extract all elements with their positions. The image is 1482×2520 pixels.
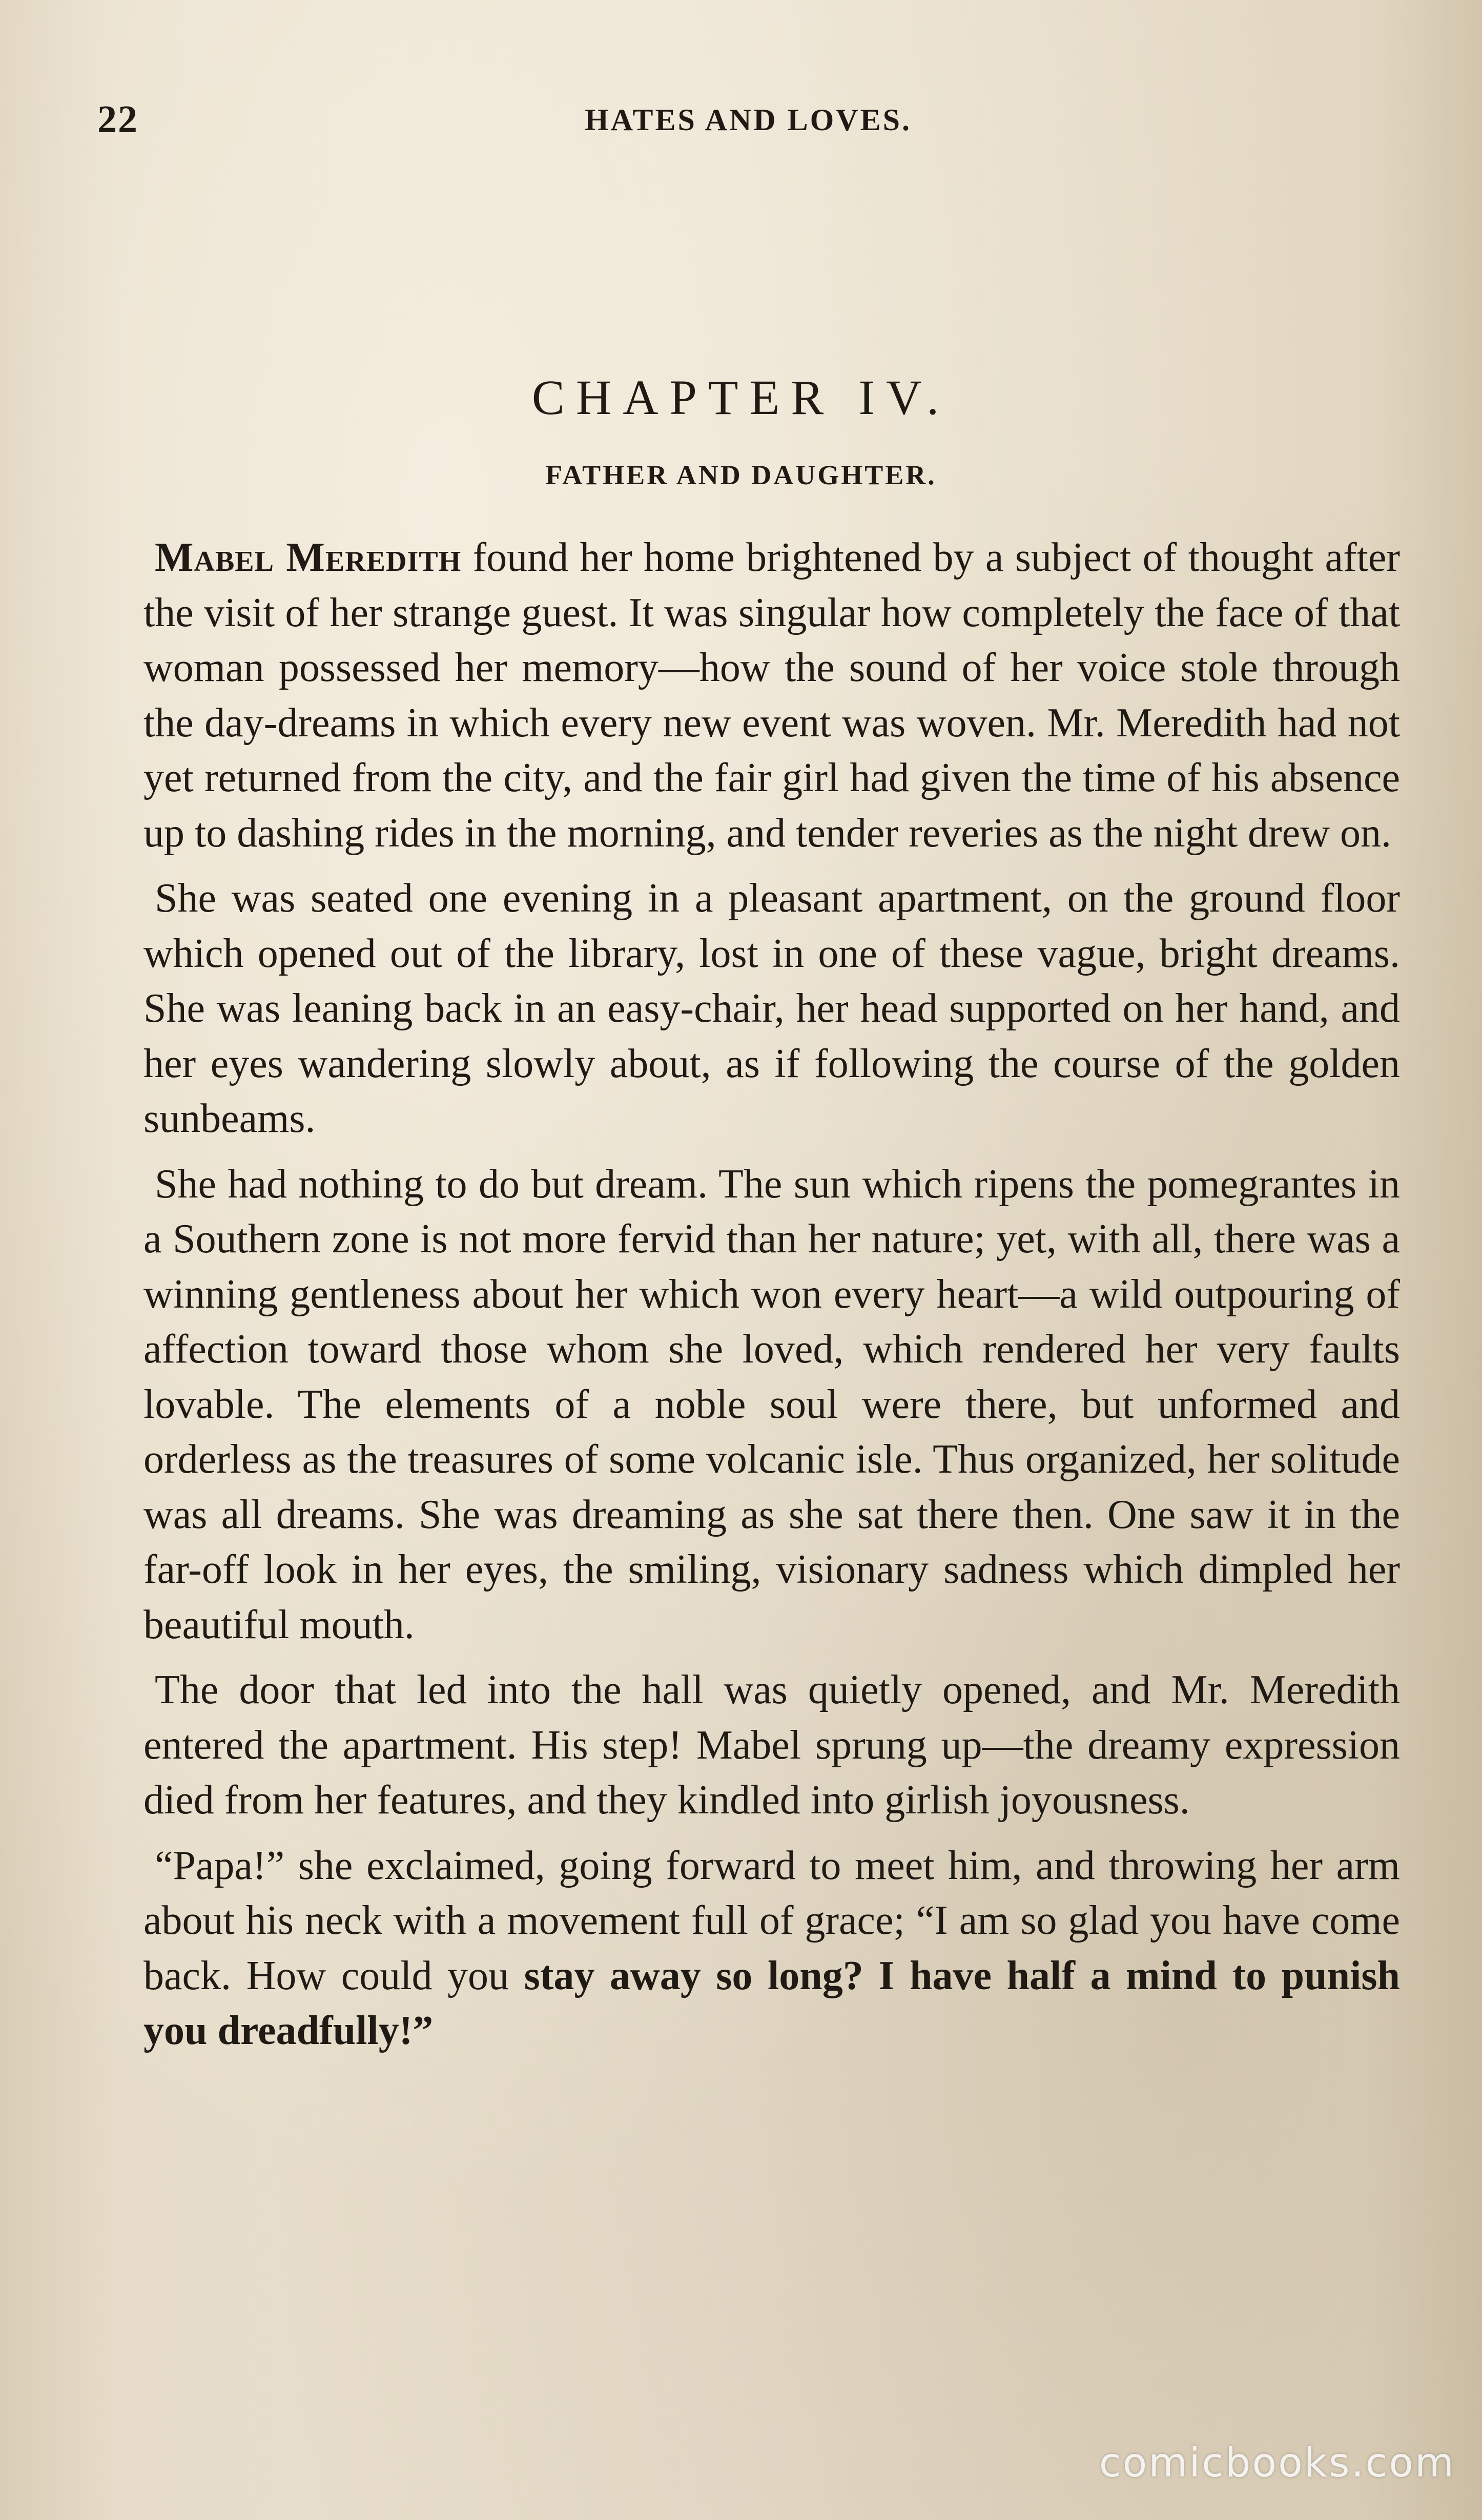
paragraph-text: found her home brightened by a subject of thought after the visit of her strange guest. It was singular how completely the face of that woman possessed her memory—how the sound of her voice stole through the day-dreams in which every new event was woven. Mr. Meredith had not yet returned from the city, and the fair girl had given the time of his absence up to dashing rides in the morning, and tender reveries as the night drew on.	[143, 535, 1400, 856]
paragraph-text: She was seated one evening in a pleasant apartment, on the ground floor which opened out of the library, lost in one of these vague, bright dreams. She was leaning back in an easy-chair, her head supported on her hand, and her eyes wandering slowly about, as if following the course of the golden sunbeams.	[143, 876, 1400, 1141]
running-head	[97, 97, 1399, 143]
paragraph-3	[143, 1157, 1400, 1653]
running-title: HATES AND LOVES.	[584, 103, 912, 137]
chapter-subtitle: FATHER AND DAUGHTER.	[545, 460, 937, 490]
paragraph-5	[143, 1839, 1400, 2059]
chapter-heading: CHAPTER IV.	[531, 370, 951, 425]
page-number: 22	[97, 98, 138, 141]
chapter-body	[143, 530, 1400, 2059]
paragraph-text: “Papa!” she exclaimed, going forward to meet him, and throwing her arm about his neck with a movement full of grace; “I am so glad you have come back. How could you	[143, 1843, 1400, 1998]
paragraph-bold-tail: stay away so long? I have half a mind to punish you dreadfully!”	[143, 1953, 1400, 2053]
lead-name: Mabel Meredith	[155, 535, 462, 580]
paragraph-text: She had nothing to do but dream. The sun which ripens the pomegrantes in a Southern zone is not more fervid than her nature; yet, with all, there was a winning gentleness about her which won every heart—a wild outpouring of affection toward those whom she loved, which rendered her very faults lovable. The elements of a noble soul were there, but unformed and orderless as the treasures of some volcanic isle. Thus organized, her solitude was all dreams. She was dreaming as she sat there then. One saw it in the far-off look in her eyes, the smiling, visionary sadness which dimpled her beautiful mouth.	[143, 1161, 1400, 1647]
paragraph-1	[143, 530, 1400, 861]
paragraph-text: The door that led into the hall was quietly opened, and Mr. Meredith entered the apartment. His step! Mabel sprung up—the dreamy expression died from her features, and they kindled into girlish joyousness.	[143, 1667, 1400, 1823]
watermark: comicbooks.com	[1099, 2440, 1455, 2486]
paragraph-4	[143, 1663, 1400, 1828]
paragraph-2	[143, 871, 1400, 1147]
